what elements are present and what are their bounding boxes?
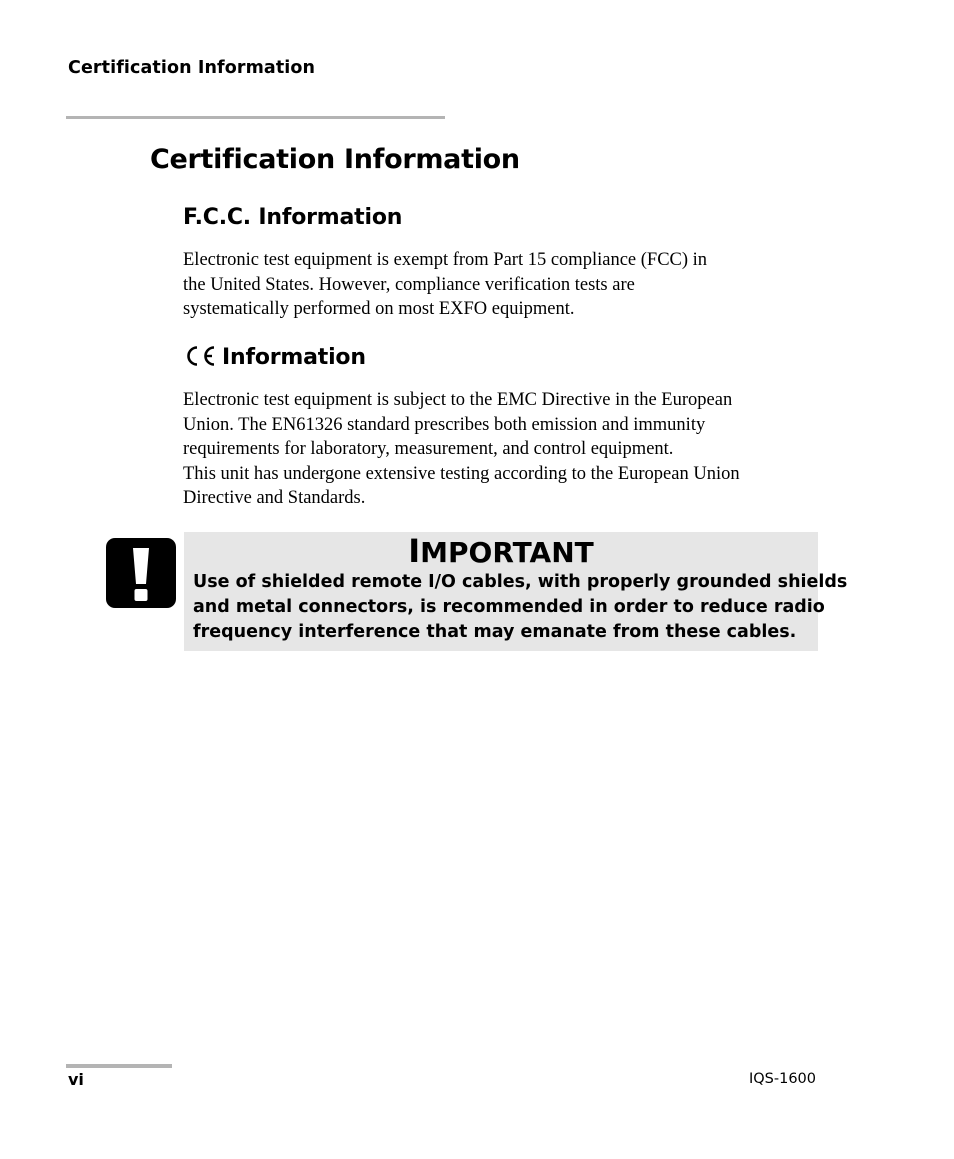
- fcc-line: Electronic test equipment is exempt from Part 15 compliance (FCC) in: [183, 250, 708, 270]
- ce-line: requirements for laboratory, measurement, and control equipment.: [183, 439, 674, 460]
- fcc-line: the United States. However, compliance verification tests are: [183, 274, 635, 295]
- ce-paragraph: [183, 388, 833, 511]
- important-text: [193, 570, 848, 645]
- important-line: and metal connectors, is recommended in order to reduce radio: [193, 597, 825, 617]
- important-title-initial: I: [408, 532, 421, 570]
- ce-line: Union. The EN61326 standard prescribes both emission and immunity: [183, 414, 706, 435]
- important-title-rest: MPORTANT: [420, 536, 594, 569]
- ce-mark-icon: [183, 343, 217, 369]
- ce-heading-label: Information: [222, 345, 366, 370]
- footer-rule: [66, 1064, 172, 1068]
- page-number: vi: [68, 1070, 84, 1089]
- exclamation-icon: [106, 538, 176, 608]
- ce-line: Directive and Standards.: [183, 488, 366, 509]
- ce-line: Electronic test equipment is subject to the EMC Directive in the European: [183, 390, 733, 410]
- fcc-heading: F.C.C. Information: [183, 205, 403, 230]
- ce-line: This unit has undergone extensive testing according to the European Union: [183, 463, 740, 484]
- page-title: Certification Information: [150, 144, 520, 175]
- important-line: frequency interference that may emanate from these cables.: [193, 622, 797, 642]
- fcc-line: systematically performed on most EXFO equipment.: [183, 299, 575, 320]
- running-header: Certification Information: [68, 58, 316, 78]
- header-rule: [66, 116, 445, 119]
- important-note: [184, 532, 848, 651]
- fcc-paragraph: [183, 248, 833, 322]
- product-name: IQS-1600: [748, 1071, 816, 1087]
- important-line: Use of shielded remote I/O cables, with properly grounded shields: [193, 572, 848, 592]
- ce-heading: [183, 345, 366, 370]
- important-title: [184, 532, 818, 572]
